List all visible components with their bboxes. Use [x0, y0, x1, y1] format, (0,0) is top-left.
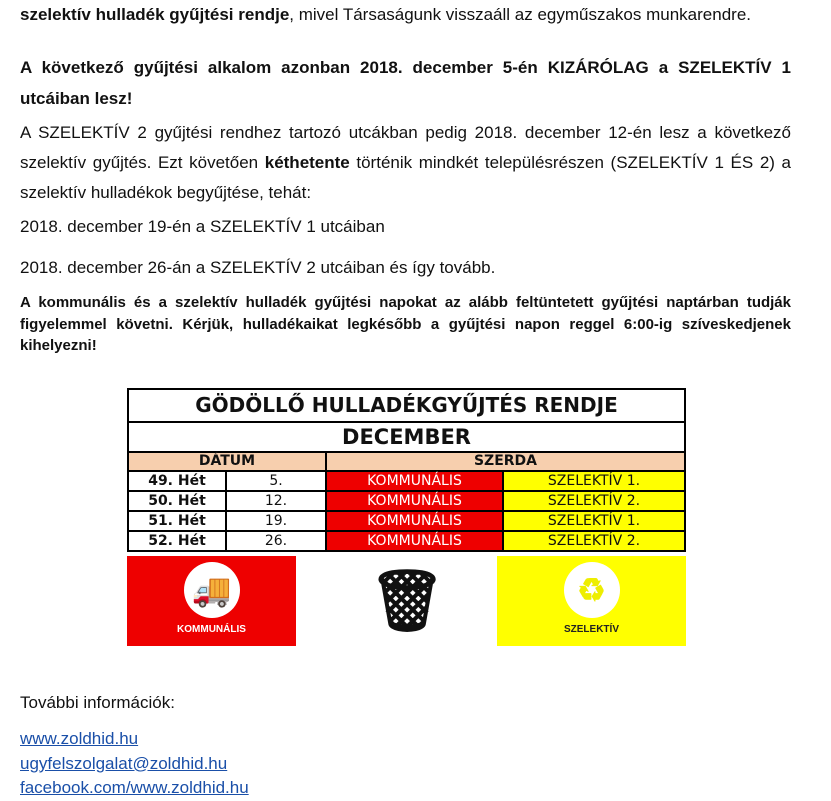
paragraph-schedule — [20, 118, 791, 208]
table-row — [129, 532, 684, 550]
szelektiv-cell: SZELEKTÍV 2. — [504, 532, 684, 550]
recycle-icon: ♻ — [564, 562, 620, 618]
website-link[interactable]: www.zoldhid.hu — [20, 729, 139, 748]
week-cell: 50. Hét — [129, 492, 227, 510]
day-cell: 12. — [227, 492, 327, 510]
szelektiv-cell: SZELEKTÍV 1. — [504, 472, 684, 490]
facebook-link[interactable]: facebook.com/www.zoldhid.hu — [20, 778, 249, 797]
col-day: SZERDA — [473, 453, 538, 469]
next-collection: A következő gyűjtési alkalom azonban 2018. december 5-én KIZÁRÓLAG a SZELEKTÍV 1 utcáiban lesz! — [20, 58, 791, 108]
more-info-label: További információk: — [20, 693, 175, 712]
date-line-1: 2018. december 19-én a SZELEKTÍV 1 utcáiban — [20, 217, 385, 236]
table-row — [129, 472, 684, 492]
table-row — [129, 512, 684, 532]
para-text: A SZELEKTÍV 2 gyűjtési rendhez tartozó utcákban pedig 2018. december 12-én lesz a következő szelektív gyűjtés. Ezt követően — [20, 123, 791, 172]
schedule-block — [127, 388, 686, 646]
intro-line — [20, 0, 791, 30]
date-line-2: 2018. december 26-án a SZELEKTÍV 2 utcáiban és így tovább. — [20, 258, 496, 277]
para-text: történik mindkét településrészen (SZELEKTÍV 1 ÉS 2) a szelektív hulladékok begyűjtése, tehát: — [20, 153, 792, 202]
links — [20, 727, 791, 801]
table-body — [129, 472, 684, 550]
para-bold: kéthetente — [264, 153, 350, 172]
day-cell: 5. — [227, 472, 327, 490]
kommunalis-cell: KOMMUNÁLIS — [327, 512, 504, 530]
kommunalis-cell: KOMMUNÁLIS — [327, 532, 504, 550]
notice: A kommunális és a szelektív hulladék gyűjtési napokat az alább feltüntetett gyűjtési naptárban tudják figyelemmel követni. Kérjük, hulladékaikat legkésőbb a gyűjtési napon reggel 6:00-ig szíveskedjenek kihelyezni! — [20, 294, 791, 354]
szelektiv-tile — [497, 556, 686, 646]
kommunalis-cell: KOMMUNÁLIS — [327, 492, 504, 510]
schedule-table — [127, 388, 686, 552]
mascot-icon: 🗑 — [368, 567, 446, 634]
table-row — [129, 492, 684, 512]
kommunalis-tile — [127, 556, 296, 646]
icon-row — [127, 556, 686, 646]
truck-icon: 🚚 — [184, 562, 240, 618]
week-cell: 52. Hét — [129, 532, 227, 550]
intro-bold: szelektív hulladék gyűjtési rendje — [20, 5, 290, 24]
day-cell: 26. — [227, 532, 327, 550]
day-cell: 19. — [227, 512, 327, 530]
intro-rest: , mivel Társaságunk visszaáll az egyműszakos munkarendre. — [289, 5, 751, 24]
kommunalis-label: KOMMUNÁLIS — [177, 624, 246, 635]
szelektiv-cell: SZELEKTÍV 2. — [504, 492, 684, 510]
week-cell: 51. Hét — [129, 512, 227, 530]
table-month: DECEMBER — [129, 423, 684, 453]
szelektiv-label: SZELEKTÍV — [563, 624, 619, 635]
kommunalis-cell: KOMMUNÁLIS — [327, 472, 504, 490]
table-header — [129, 453, 684, 472]
szelektiv-cell: SZELEKTÍV 1. — [504, 512, 684, 530]
col-date: DÁTUM — [129, 453, 327, 470]
week-cell: 49. Hét — [129, 472, 227, 490]
email-link[interactable]: ugyfelszolgalat@zoldhid.hu — [20, 753, 228, 773]
table-title: GÖDÖLLŐ HULLADÉKGYŰJTÉS RENDJE — [129, 390, 684, 423]
